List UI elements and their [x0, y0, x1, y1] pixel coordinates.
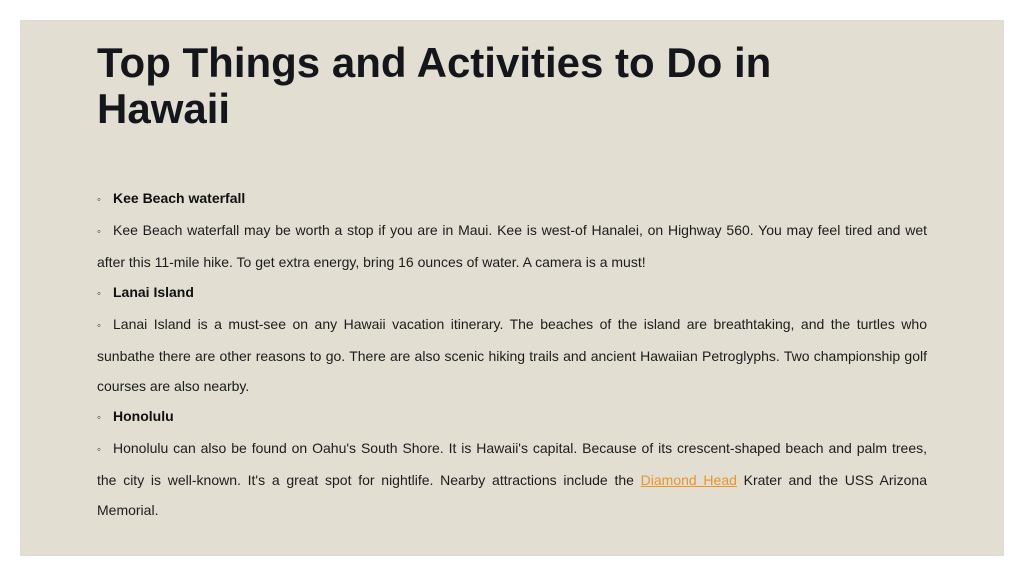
- content-area: [97, 183, 927, 525]
- hollow-bullet-icon: ◦: [97, 412, 101, 424]
- section-body-text-after-link: Krater and the USS Arizona Memorial.: [97, 472, 927, 518]
- section-heading-text: Kee Beach waterfall: [113, 190, 246, 206]
- hollow-bullet-icon: ◦: [97, 288, 101, 300]
- section-body-text: Lanai Island is a must-see on any Hawaii vacation itinerary. The beaches of the island are breathtaking, and the turtles who sunbathe there are other reasons to go. There are also scenic hiking trails and ancient Hawaiian Petroglyphs. Two championship golf courses are also nearby.: [97, 316, 927, 394]
- section-body-lanai: [97, 309, 927, 401]
- slide: [20, 20, 1004, 556]
- section-heading-text: Lanai Island: [113, 284, 194, 300]
- section-body-kee-beach: [97, 215, 927, 277]
- section-heading-lanai: [97, 277, 927, 309]
- section-body-text: Kee Beach waterfall may be worth a stop if you are in Maui. Kee is west-of Hanalei, on Highway 560. You may feel tired and wet after this 11-mile hike. To get extra energy, bring 16 ounces of water. A camera is a must!: [97, 222, 927, 270]
- section-body-honolulu: [97, 433, 927, 525]
- hollow-bullet-icon: ◦: [97, 320, 101, 332]
- hollow-bullet-icon: ◦: [97, 194, 101, 206]
- section-heading-kee-beach: [97, 183, 927, 215]
- diamond-head-link[interactable]: Diamond Head: [640, 472, 737, 488]
- hollow-bullet-icon: ◦: [97, 226, 101, 238]
- section-heading-honolulu: [97, 401, 927, 433]
- section-body-text-before-link: Honolulu can also be found on Oahu's South Shore. It is Hawaii's capital. Because of its crescent-shaped beach and palm trees, the city is well-known. It's a great spot for nightlife. Nearby attractions include the: [97, 440, 927, 488]
- page-title: Top Things and Activities to Do in Hawaii: [97, 39, 772, 132]
- hollow-bullet-icon: ◦: [97, 444, 101, 456]
- section-heading-text: Honolulu: [113, 408, 174, 424]
